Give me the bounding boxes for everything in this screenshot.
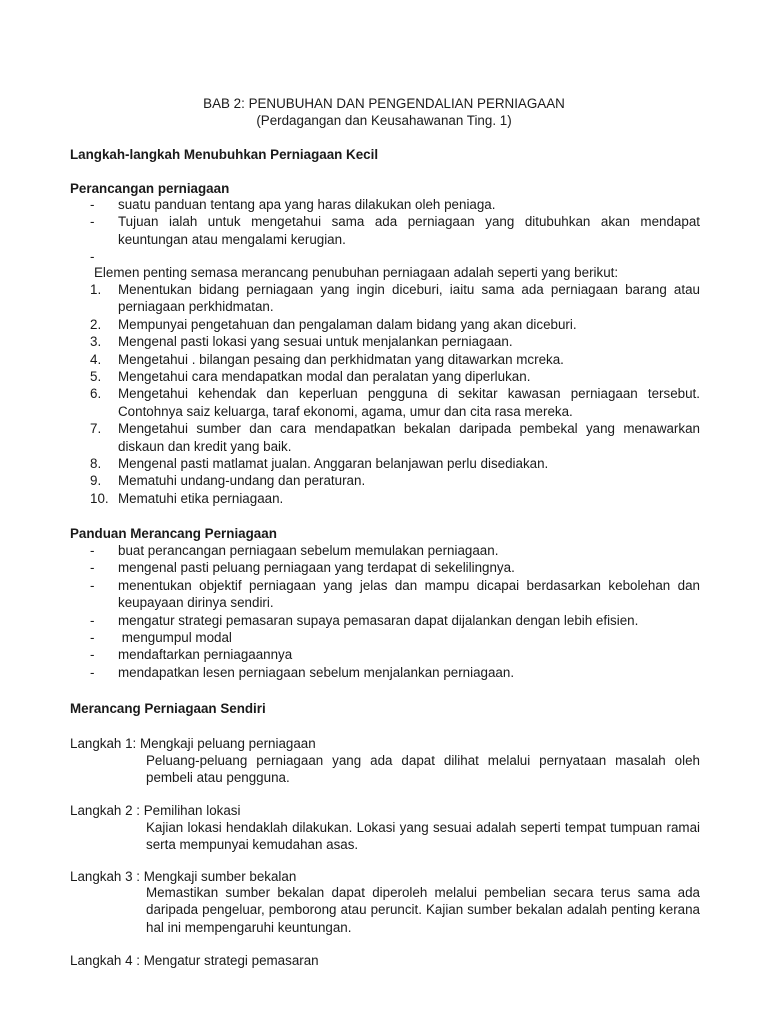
list-item: - suatu panduan tentang apa yang haras dilakukan oleh peniaga. — [90, 197, 496, 212]
list-item: - mengumpul modal — [90, 630, 232, 646]
section-heading-langkah: Langkah-langkah Menubuhkan Perniagaan Kecil — [70, 147, 379, 162]
elemen-numbered-list — [70, 281, 700, 507]
list-item: 7. Mengetahui sumber dan cara mendapatkan bekalan daripada pembekal yang menawarkan diskaun dan kredit yang baik. — [90, 421, 700, 454]
list-item: - menentukan objektif perniagaan yang jelas dan mampu dicapai berdasarkan kebolehan dan keupayaan dirinya sendiri. — [90, 577, 700, 611]
elemen-intro: Elemen penting semasa merancang penubuhan perniagaan adalah seperti yang berikut: — [94, 265, 619, 280]
step-body: Peluang-peluang perniagaan yang ada dapat dilihat melalui pernyataan masalah oleh pembeli atau pengguna. — [146, 753, 700, 786]
step-body: Kajian lokasi hendaklah dilakukan. Lokasi yang sesuai adalah seperti tempat tumpuan ramai serta mempunyai kemudahan asas. — [146, 820, 700, 853]
document-title: BAB 2: PENUBUHAN DAN PENGENDALIAN PERNIAGAAN — [203, 96, 565, 111]
step-heading: Langkah 2 : Pemilihan lokasi — [70, 803, 241, 818]
perancangan-dash-list — [70, 196, 700, 248]
step-heading: Langkah 3 : Mengkaji sumber bekalan — [70, 869, 297, 884]
list-item: 3. Mengenal pasti lokasi yang sesuai untuk menjalankan perniagaan. — [90, 334, 513, 350]
list-item: - mengenal pasti peluang perniagaan yang terdapat di sekelilingnya. — [90, 560, 515, 576]
list-item: 4. Mengetahui . bilangan pesaing dan perkhidmatan yang ditawarkan mcreka. — [90, 351, 564, 367]
list-item: 8. Mengenal pasti matlamat jualan. Anggaran belanjawan perlu disediakan. — [90, 456, 549, 472]
list-item: 10. Mematuhi etika perniagaan. — [90, 490, 284, 506]
list-item: 6. Mengetahui kehendak dan keperluan pengguna di sekitar kawasan perniagaan tersebut. Contohnya saiz keluarga, taraf ekonomi, agama, umur dan cita rasa mereka. — [90, 386, 700, 419]
list-item: 9. Mematuhi undang-undang dan peraturan. — [90, 473, 366, 489]
list-item: - mendapatkan lesen perniagaan sebelum menjalankan perniagaan. — [90, 664, 515, 680]
section-heading-sendiri: Merancang Perniagaan Sendiri — [70, 701, 266, 716]
step-heading: Langkah 4 : Mengatur strategi pemasaran — [70, 953, 319, 968]
panduan-list — [70, 542, 700, 681]
section-heading-perancangan: Perancangan perniagaan — [70, 181, 230, 196]
list-item: - mengatur strategi pemasaran supaya pemasaran dapat dijalankan dengan lebih efisien. — [90, 612, 639, 628]
section-heading-panduan: Panduan Merancang Perniagaan — [70, 526, 277, 541]
empty-dash: - — [90, 249, 95, 264]
list-item: 5. Mengetahui cara mendapatkan modal dan peralatan yang diperlukan. — [90, 369, 531, 385]
step-body: Memastikan sumber bekalan dapat diperoleh melalui pembelian secara terus sama ada daripada pengeluar, pemborong atau peruncit. Kajian sumber bekalan adalah penting kerana hal ini mempengaruhi keuntungan. — [146, 885, 700, 935]
list-item: - buat perancangan perniagaan sebelum memulakan perniagaan. — [90, 543, 499, 558]
list-item: - mendaftarkan perniagaannya — [90, 647, 293, 663]
list-item: 2. Mempunyai pengetahuan dan pengalaman dalam bidang yang akan diceburi. — [90, 316, 577, 332]
step-heading: Langkah 1: Mengkaji peluang perniagaan — [70, 736, 316, 751]
document-subtitle: (Perdagangan dan Keusahawanan Ting. 1) — [256, 113, 512, 128]
list-item: 1. Menentukan bidang perniagaan yang ingin diceburi, iaitu sama ada perniagaan barang atau perniagaan perkhidmatan. — [90, 282, 700, 315]
list-item: - Tujuan ialah untuk mengetahui sama ada perniagaan yang ditubuhkan akan mendapat keuntungan atau mengalami kerugian. — [90, 214, 700, 247]
